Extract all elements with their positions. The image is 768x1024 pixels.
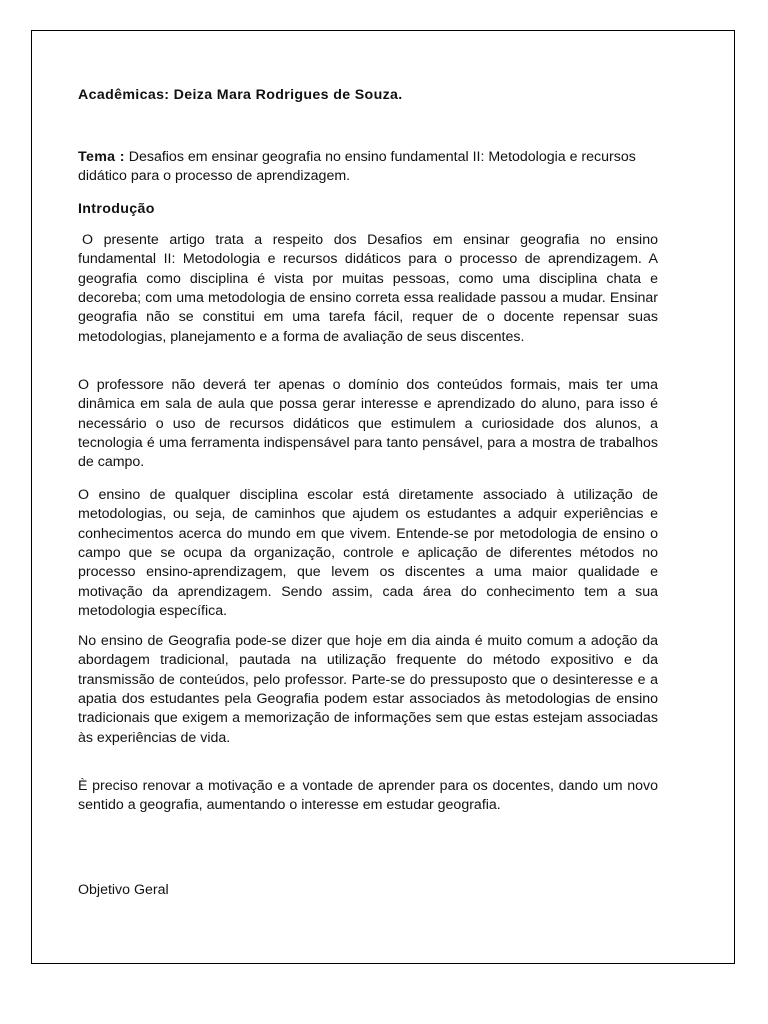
theme-label: Tema : <box>78 149 125 165</box>
paragraph-2: O professore não deverá ter apenas o domínio dos conteúdos formais, mais ter uma dinâmica em sala de aula que possa gerar interesse e aprendizado do aluno, para isso é necessário o uso de recursos didáticos que estimulem a curiosidade dos alunos, a tecnologia é uma ferramenta indispensável para tanto pensável, para a mostra de trabalhos de campo. <box>78 377 658 471</box>
theme-line <box>78 148 638 187</box>
paragraph-5: È preciso renovar a motivação e a vontade de aprender para os docentes, dando um novo sentido a geografia, aumentando o interesse em estudar geografia. <box>78 778 658 814</box>
paragraph-4: No ensino de Geografia pode-se dizer que hoje em dia ainda é muito comum a adoção da abordagem tradicional, pautada na utilização frequente do método expositivo e da transmissão de conteúdos, pelo professor. Parte-se do pressuposto que o desinteresse e a apatia dos estudantes pela Geografia podem estar associados às metodologias de ensino tradicionais que exigem a memorização de informações sem que estas estejam associadas às experiências de vida. <box>78 633 658 746</box>
introduction-heading: Introdução <box>78 201 155 217</box>
authors-line: Acadêmicas: Deiza Mara Rodrigues de Souza. <box>78 87 403 103</box>
paragraph-1: O presente artigo trata a respeito dos Desafios em ensinar geografia no ensino fundamental II: Metodologia e recursos didáticos para o processo de aprendizagem. A geografia como disciplina é vista por muitas pessoas, como uma disciplina chata e decoreba; com uma metodologia de ensino correta essa realidade passou a mudar. Ensinar geografia não se constitui em uma tarefa fácil, requer de o docente repensar suas metodologias, planejamento e a forma de avaliação de seus discentes. <box>78 232 658 345</box>
theme-text: Desafios em ensinar geografia no ensino fundamental II: Metodologia e recursos didático para o processo de aprendizagem. <box>78 149 636 185</box>
paragraph-3: O ensino de qualquer disciplina escolar está diretamente associado à utilização de metodologias, ou seja, de caminhos que ajudem os estudantes a adquir experiências e conhecimentos acerca do mundo em que vivem. Entende-se por metodologia de ensino o campo que se ocupa da organização, controle e aplicação de diferentes métodos no processo ensino-aprendizagem, que levem os discentes a uma maior qualidade e motivação da aprendizagem. Sendo assim, cada área do conhecimento tem a sua metodologia específica. <box>78 487 658 620</box>
objective-heading: Objetivo Geral <box>78 882 169 898</box>
